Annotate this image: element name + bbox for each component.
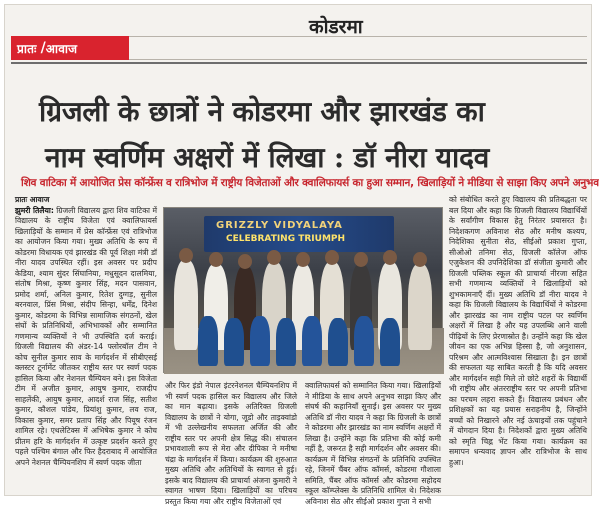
- column-left-text: ग्रिजली विद्यालय द्वारा शिव वाटिका में विद्यालय के राष्ट्रीय विजेता एवं क्वालिफायर्स खिलाड़ियों के सम्मान में प्रेस कॉन्फ्रेंस एवं रात्रिभोज का आयोजन किया गया। मुख्य अतिथि के रूप में कोडरमा विधायक एवं झारखंड की पूर्व शिक्षा मंत्री डॉ नीरा यादव उपस्थित रहीं। इस अवसर पर प्रदीप केडिया, श्याम सुंदर सिंघानिया, मधुसूदन दालमिया, संतोष मिश्रा, कृष्ण कुमार सिंह, मदन पासवान, प्रमोद शर्मा, अनिल कुमार, रितेश दुग्गड़, सुनील बरनवाल, प्रिंस मिश्रा, संदीप सिन्हा, धर्मेंद्र, दिनेश कुमार, कोडरमा के विभिन्न सामाजिक संगठनों, खेल संघों के प्रतिनिधियों, अभिभावकों और सम्मानित गणमान्य व्यक्तियों ने भी उपस्थिति दर्ज कराई। ग्रिजली विद्यालय की अंडर-14 फ्लोरबॉल टीम ने कोच सुनील कुमार साव के मार्गदर्शन में सीबीएसई क्लस्टर टूर्नामेंट जीतकर राष्ट्रीय स्तर पर स्वर्ण पदक हासिल किया और नेशनल चैम्पियन बने। इस विजेता टीम में अजीत कुमार, आयुष कुमार, राजदीप साहलेंकी, आयुष कुमार, आदर्श राज सिंह, सतीश कुमार, कौशल पांडेय, प्रियांशु कुमार, लव राज, विकास कुमार, समर प्रताप सिंह और पियूष रंजन शामिल रहे। एथलेटिक्स में अभिषेक कुमार ने कोच प्रीतम हरि के मार्गदर्शन में उत्कृष्ट प्रदर्शन करते हुए पहले पश्चिम बंगाल और फिर हैदराबाद में आयोजित अपने नेशनल चैम्पियनशिप में स्वर्ण पदक जीता: [15, 205, 157, 467]
- person-head: [209, 252, 223, 267]
- headline-line-1: ग्रिजली के छात्रों ने कोडरमा और झारखंड का: [39, 95, 485, 128]
- person-head: [267, 250, 281, 265]
- column-mid2-text: क्वालिफायर्स को सम्मानित किया गया। खिलाड़ियों ने मीडिया के साथ अपने अनुभव साझा किए और संघर्ष की कहानियाँ सुनाईं। इस अवसर पर मुख्य अतिथि डॉ नीरा यादव ने कहा कि ग्रिजली के छात्रों ने कोडरमा और झारखंड का नाम स्वर्णिम अक्षरों में लिखा है। उन्होंने कहा कि प्रतिभा की कोई कमी नहीं है, जरूरत है सही मार्गदर्शन और अवसर की। कार्यक्रम में विभिन्न संगठनों के प्रतिनिधि उपस्थित रहे, जिनमें चैंबर ऑफ कॉमर्स, कोडरमा गौशाला समिति, चैंबर ऑफ कॉमर्स और कोडरमा सहोदय स्कूल कॉम्प्लेक्स के प्रतिनिधि शामिल थे। निदेशक अविनाश सेठ और सीईओ प्रकाश गुप्ता ने सभी: [305, 381, 441, 506]
- person-head: [413, 252, 427, 267]
- person-head: [383, 250, 397, 265]
- seated-student: [380, 318, 400, 366]
- section-bar: [129, 16, 587, 60]
- seated-student: [198, 316, 218, 366]
- event-photo: [163, 207, 443, 373]
- dateline: झुमरी तिलैया:: [15, 205, 54, 215]
- page-header: [11, 10, 587, 66]
- article-column-left: [15, 195, 157, 493]
- seated-student: [328, 318, 348, 366]
- standing-person: [408, 264, 432, 350]
- headline-line-2: नाम स्वर्णिम अक्षरों में लिखा : डॉ नीरा यादव: [45, 141, 490, 174]
- subheadline: शिव वाटिका में आयोजित प्रेस कॉन्फ्रेंस व रात्रिभोज में राष्ट्रीय विजेताओं और क्वालिफायर्स का हुआ सम्मान, खिलाड़ियों ने मीडिया से साझा किए अपने अनुभव: [21, 177, 599, 189]
- column-mid1-text: और फिर इंडो नेपाल इंटरनेशनल चैम्पियनशिप में भी स्वर्ण पदक हासिल कर विद्यालय और जिले का मान बढ़ाया। इसके अतिरिक्त ग्रिजली विद्यालय के छात्रों ने योगा, जूडो और ताइक्वांडो में भी उल्लेखनीय सफलता अर्जित की और राष्ट्रीय स्तर पर अपनी क्षेत्र सिद्ध की। संचालन प्रभावशाली रूप से मेरा और दीपिका ने मनीषा चंद्रा के मार्गदर्शन में किया। कार्यक्रम की शुरुआत मुख्य अतिथि और अतिथियों के स्वागत से हुई। इसके बाद विद्यालय की प्राचार्या अंजना कुमारी ने स्वागत भाषण दिया। खिलाड़ियों का परिचय प्रस्तुत किया गया और राष्ट्रीय विजेताओं एवं: [165, 381, 297, 506]
- person-head: [354, 252, 368, 267]
- article-column-middle-2: [305, 381, 441, 506]
- newspaper-clipping: [4, 4, 599, 506]
- masthead-name: प्रातः: [17, 41, 37, 56]
- masthead-slash: /: [40, 40, 46, 56]
- person-head: [325, 250, 339, 265]
- person-head: [238, 254, 252, 269]
- banner-subtitle: CELEBRATING TRIUMPH: [226, 234, 346, 244]
- seated-student: [276, 318, 296, 366]
- standing-person: [174, 260, 198, 350]
- byline: प्रातः आवाज: [15, 195, 50, 204]
- masthead-logo: [11, 36, 129, 60]
- column-right-text: को संबोधित करते हुए विद्यालय की प्रतिबद्धता पर बल दिया और कहा कि ग्रिजली विद्यालय विद्यार्थियों के सर्वांगीण विकास हेतु निरंतर प्रयासरत है। निदेशकगण अविनाश सेठ और मनीष कश्यप, निदेशिका सुनीता सेठ, सीईओ प्रकाश गुप्ता, सीओओ तनिमा सेठ, ग्रिजली कॉलेज ऑफ एजुकेशन की उपनिदेशिका डॉ संजीता कुमारी और ग्रिजली पब्लिक स्कूल की प्राचार्या नीरजा सहित सभी गणमान्य व्यक्तियों ने खिलाड़ियों को शुभकामनाएँ दीं। मुख्य अतिथि डॉ नीरा यादव ने कहा कि ग्रिजली विद्यालय के विद्यार्थियों ने कोडरमा और झारखंड का नाम राष्ट्रीय पटल पर स्वर्णिम अक्षरों में लिखा है और यह उपलब्धि आने वाली पीढ़ियों के लिए प्रेरणास्रोत है। उन्होंने कहा कि खेल जीवन का एक अभिन्न हिस्सा है, जो अनुशासन, परिश्रम और आत्मविश्वास सिखाता है। इन छात्रों की सफलता यह साबित करती है कि यदि अवसर और मार्गदर्शन सही मिले तो छोटे शहरों के विद्यार्थी भी राष्ट्रीय और अंतरराष्ट्रीय स्तर पर अपनी प्रतिभा का परचम लहरा सकते हैं। विद्यालय प्रबंधन और प्रशिक्षकों का यह प्रयास सराहनीय है, जिन्होंने बच्चों को निखारने और नई ऊंचाइयों तक पहुंचाने में योगदान दिया है। निदेशकों द्वारा मुख्य अतिथि को स्मृति चिह्न भेंट किया गया। कार्यक्रम का समापन धन्यवाद ज्ञापन और रात्रिभोज के साथ हुआ।: [449, 195, 587, 467]
- person-head: [296, 252, 310, 267]
- masthead-suffix: आवाज: [45, 41, 78, 56]
- seated-student: [354, 316, 374, 366]
- section-city: कोडरमा: [309, 16, 363, 38]
- seated-student: [250, 316, 270, 366]
- person-head: [179, 248, 193, 263]
- article-column-middle-1: [165, 381, 297, 506]
- banner-title: GRIZZLY VIDYALAYA: [216, 220, 343, 231]
- seated-student: [224, 318, 244, 366]
- seated-student: [302, 316, 322, 366]
- header-rule: [11, 62, 587, 64]
- article-column-right: [449, 195, 587, 493]
